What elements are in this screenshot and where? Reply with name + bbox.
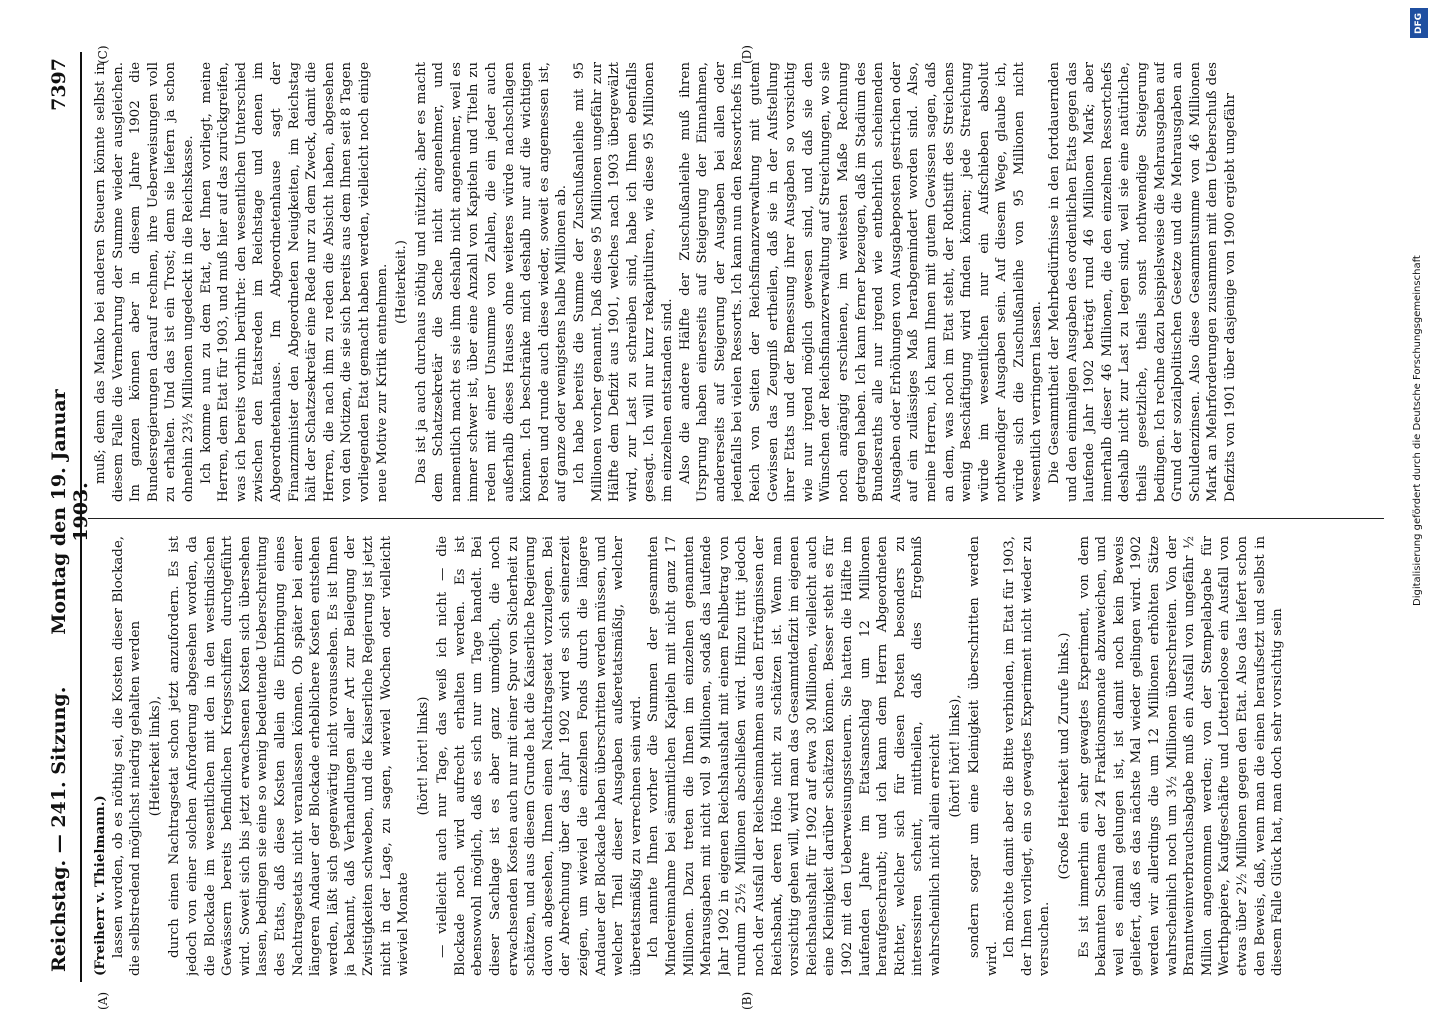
page-number: 7397: [48, 58, 70, 111]
paragraph: Also die andere Hälfte der Zuschußanleihe muß ihren Ursprung haben einerseits auf Steigerung der Einnahmen, andererseits auf Steigerung der Ausgaben bei allen oder jedenfalls bei vielen Ressorts. Ich kann nun den Ressortchefs im Reich von Seiten der Reichsfinanzverwaltung mit gutem Gewissen das Zeugniß ertheilen, daß sie in der Aufstellung ihrer Etats und der Bemessung ihrer Ausgaben so vorsichtig wie nur irgend möglich gewesen sind, und daß sie den Wünschen der Reichsfinanzverwaltung auf Streichungen, wo sie noch angängig erschienen, im weitesten Maße Rechnung getragen haben. Ich kann ferner bezeugen, daß im Stadium des Bundesraths alle nur irgend wie entbehrlich scheinenden Ausgaben oder Erhöhungen von Ausgabeposten gestrichen oder auf ein zulässiges Maß herabgemindert worden sind. Also, meine Herren, ich kann Ihnen mit gutem Gewissen sagen, daß an dem, was noch im Etat steht, der Rothstift des Streichens wenig Beschäftigung wird finden können; jede Streichung würde im wesentlichen nur ein Aufschieben absolut nothwendiger Ausgaben sein. Auf diesem Wege, glaube ich, würde sich die Zuschußanleihe von 95 Millionen nicht wesentlich verringern lassen.: [677, 62, 1045, 502]
interjection: (hört! hört! links): [415, 696, 431, 816]
margin-marker-c: (C): [96, 45, 110, 64]
paragraph: Ich habe bereits die Summe der Zuschußanleihe mit 95 Millionen vorher genannt. Daß diese 95 Millionen ungefähr zur Hälfte dem Defizit aus 1901, welches nach 1903 übergewälzt wird, zur Last zu schreiben sind, habe ich Ihnen ebenfalls gesagt. Ich will nur kurz rekapituliren, wie diese 95 Millionen im einzelnen entstanden sind.: [572, 62, 675, 502]
margin-marker-a: (A): [96, 991, 110, 1010]
text-column-left: [92, 536, 1382, 976]
column-divider: [88, 518, 1384, 519]
header-date: Montag den 19. Januar 1903.: [48, 389, 92, 635]
text-column-right: [92, 62, 1382, 502]
paragraph: muß; denn das Manko bei anderen Steuern könnte selbst in diesem Falle die Vermehrung der Summe wieder ausgleichen. Im ganzen können aber in diesem Jahre 1902 die Bundesregierungen darauf rechnen, ihre Ueberweisungen voll zu erhalten. Und das ist ein Trost; denn sie liefern ja schon ohnehin 23½ Millionen ungedeckt in die Reichskasse.: [93, 62, 196, 502]
header-session: Reichstag. — 241. Sitzung.: [48, 686, 70, 972]
digitization-sidebar: [1410, 8, 1428, 992]
paragraph: — vielleicht auch nur Tage, das weiß ich nicht — die Blockade noch wird aufrecht erhalten werden. Es ist ebensowohl möglich, daß es sich nur um Tage handelt. Bei dieser Sachlage ist es aber ganz unmöglich, die noch erwachsenden Kosten auch nur mit einer Spur von Sicherheit zu schätzen, und aus diesem Grunde hat die Kaiserliche Regierung davon abgesehen, Ihnen einen Nachtragsetat vorzulegen. Bei der Abrechnung über das Jahr 1902 wird es sich seinerzeit zeigen, um wieviel die einzelnen Fonds durch die längere Andauer der Blockade haben überschritten werden müssen, und welcher Theil dieser Ausgaben außeretatsmäßig, welcher überetatsmäßig zu verrechnen sein wird.: [435, 536, 644, 976]
margin-marker-b: (B): [740, 991, 754, 1010]
interjection: (Heiterkeit links),: [147, 695, 163, 817]
paragraph: sondern sogar um eine Kleinigkeit überschritten werden wird.: [967, 536, 1000, 976]
interjection: (Große Heiterkeit und Zurufe links.): [1057, 632, 1073, 880]
paragraph: lassen worden, ob es nöthig sei, die Kosten dieser Blockade, die selbstredend möglichst niedrig gehalten werden: [110, 536, 144, 976]
newspaper-page: [40, 45, 1390, 1010]
page-header: [40, 52, 92, 982]
interjection: (Heiterkeit.): [394, 240, 410, 324]
dfg-logo: DFG: [1410, 8, 1428, 38]
paragraph: Ich möchte damit aber die Bitte verbinden, im Etat für 1903, der Ihnen vorliegt, ein so gewagtes Experiment nicht wieder zu versuchen.: [1002, 536, 1053, 976]
paragraph: Ich komme nun zu dem Etat, der Ihnen vorliegt, meine Herren, dem Etat für 1903, und muß hier auf das zurückgreifen, was ich bereits vorhin berührte: den wesentlichen Unterschied zwischen den Etatsreden im Reichstage und denen im Abgeordnetenhause. Im Abgeordnetenhause sagt der Finanzminister den Abgeordneten Neuigkeiten, im Reichstag hält der Schatzsekretär eine Rede nur zu dem Zweck, damit die Herren, die nach ihm zu reden die Absicht haben, abgesehen von den Notizen, die sie sich bereits aus dem Ihnen seit 8 Tagen vorliegenden Etat gemacht haben werden, vielleicht noch einige neue Motive zur Kritik entnehmen.: [198, 62, 390, 502]
paragraph: Das ist ja auch durchaus nöthig und nützlich; aber es macht dem Schatzsekretär die Sache nicht angenehmer, und namentlich macht es sie ihm deshalb nicht angenehmer, weil es immer schwer ist, über eine Anzahl von Kapiteln und Titeln zu reden mit einer Unsumme von Zahlen, die ein jeder auch außerhalb dieses Hauses ohne weiteres würde nachschlagen können. Ich beschränke mich deshalb nur auf die wichtigen Posten und runde auch diese wieder, soweit es angemessen ist, auf ganze oder wenigstens halbe Millionen ab.: [413, 62, 570, 502]
paragraph: Ich nannte Ihnen vorher die Summen der gesammten Mindereinnahme bei sämmtlichen Kapiteln mit nicht ganz 17 Millionen. Dazu treten die Ihnen im einzelnen genannten Mehrausgaben mit nicht voll 9 Millionen, sodaß das laufende Jahr 1902 in eigenen Reichshaushalt mit einem Fehlbetrag von rundum 25½ Millionen abschließen wird. Hinzu tritt jedoch noch der Ausfall der Reichseinnahmen aus den Erträgnissen der Reichsbank, deren Höhe nicht zu schätzen ist. Wenn man vorsichtig gehen will, wird man das Gesammtdefizit im eigenen Reichshaushalt für 1902 auf etwa 30 Millionen, vielleicht auch eine Kleinigkeit darüber schätzen können. Besser steht es für 1902 mit den Ueberweisungssteuern. Sie hatten die Hälfte im laufenden Jahre im Etatsanschlag um 12 Millionen heraufgeschraubt; und ich kann dem Herrn Abgeordneten Richter, welcher sich für diesen Posten besonders zu interessiren scheint, mittheilen, daß dies Ergebniß wahrscheinlich nicht allein erreicht: [646, 536, 943, 976]
interjection: (hört! hört! links),: [947, 694, 963, 818]
margin-marker-d: (D): [740, 45, 754, 64]
paragraph: durch einen Nachtragsetat schon jetzt anzufordern. Es ist jedoch von einer solchen Anforderung abgesehen worden, da die Blockade im wesentlichen mit den in den westindischen Gewässern bereits befindlichen Kriegsschiffen durchgeführt wird. Soweit sich bis jetzt erwachsenen Kosten sich übersehen lassen, bedingen sie eine so wenig bedeutende Ueberschreitung des Etats, daß diese Kosten allein die Einbringung eines Nachtragsetats nicht veranlassen können. Ob später bei einer längeren Andauer der Blockade erheblichere Kosten entstehen werden, läßt sich gegenwärtig nicht voraussehen. Es ist Ihnen ja bekannt, daß Verhandlungen aller Art zur Beilegung der Zwistigkeiten schweben, und die Kaiserliche Regierung ist jetzt nicht in der Lage, zu sagen, wieviel Wochen oder vielleicht wieviel Monate: [167, 536, 412, 976]
digitization-note: Digitalisierung gefördert durch die Deutsche Forschungsgemeinschaft: [1412, 255, 1423, 606]
paragraph: Die Gesammtheit der Mehrbedürfnisse in den fortdauernden und den einmaligen Ausgaben des ordentlichen Etats gegen das laufende Jahr 1902 beträgt rund 46 Millionen Mark; aber innerhalb dieser 46 Millionen, die den einzelnen Ressortchefs deshalb nicht zur Last zu legen sind, weil sie eine natürliche, theils gesetzliche, theils sonst nothwendige Steigerung bedingen. Ich rechne dazu beispielsweise die Mehrausgaben auf Grund der sozialpolitischen Gesetze und die Mehrausgaben an Schuldenzinsen. Also diese Gesammtsumme von 46 Millionen Mark an Mehrforderungen zusammen mit dem Ueberschuß des Defizits von 1901 über dasjenige von 1900 ergiebt ungefähr: [1047, 62, 1238, 502]
speaker-name: (Freiherr v. Thielmann.): [92, 795, 108, 976]
paragraph: Es ist immerhin ein sehr gewagtes Experiment, von dem bekannten Schema der 24 Fraktionsmonate abzuweichen, und weil es einmal gelungen ist, ist damit noch kein Beweis geliefert, daß es das nächste Mal wieder gelingen wird. 1902 werden wir allerdings die um 12 Millionen erhöhten Sätze wahrscheinlich noch um 3½ Millionen überschreiten. Von der Branntweinverbrauchsabgabe muß ein Ausfall von ungefähr ½ Million angenommen werden; von der Stempelabgabe für Werthpapiere, Kaufgeschäfte und Lotterieloose ein Ausfall von etwas über 2½ Millionen gegen den Etat. Also das liefert schon den Beweis, daß, wenn man die einen heraufsetzt und selbst in diesem Falle Glück hat, man doch sehr vorsichtig sein: [1076, 536, 1286, 976]
